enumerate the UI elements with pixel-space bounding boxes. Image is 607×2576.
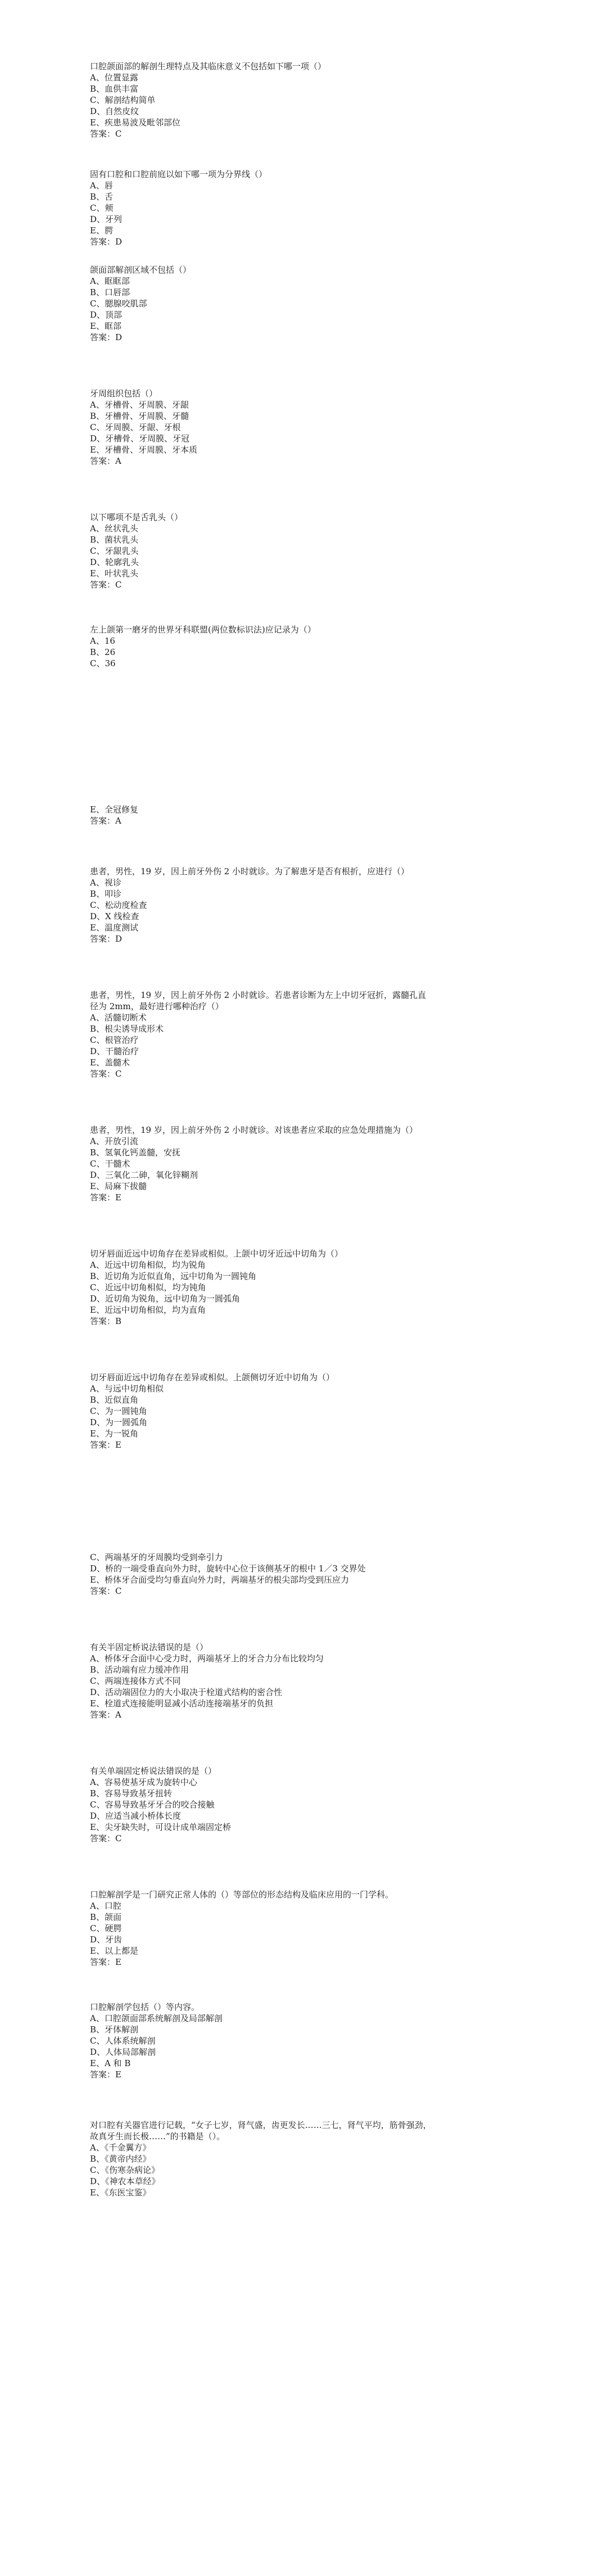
answer-option: C、两端基牙的牙周膜均受到牵引力 xyxy=(90,1552,223,1562)
answer-option: D、牙槽骨、牙周膜、牙冠 xyxy=(90,433,190,444)
question-block xyxy=(90,512,517,590)
answer-key: 答案：C xyxy=(90,129,122,139)
question-block xyxy=(90,989,517,1079)
answer-option: E、牙槽骨、牙周膜、牙本质 xyxy=(90,445,197,455)
question-block xyxy=(90,1765,517,1844)
answer-key: 答案：E xyxy=(90,1440,121,1450)
answer-option: E、眶部 xyxy=(90,321,121,331)
answer-option: B、近似直角 xyxy=(90,1395,139,1405)
answer-option: C、人体系统解剖 xyxy=(90,2036,156,2046)
answer-option: A、位置显露 xyxy=(90,73,138,83)
question-stem: 口腔解剖学是一门研究正常人体的（）等部位的形态结构及临床应用的一门学科。 xyxy=(90,1890,394,1900)
answer-option: B、口唇部 xyxy=(90,287,130,297)
answer-option: C、解剖结构简单 xyxy=(90,95,156,105)
answer-option: D、桥的一端受垂直向外力时，旋转中心位于该侧基牙的根中 1／3 交界处 xyxy=(90,1563,366,1574)
answer-option: D、活动端固位力的大小取决于栓道式结构的密合性 xyxy=(90,1687,283,1697)
answer-option: B、《黄帝内经》 xyxy=(90,2154,151,2164)
answer-option: C、牙周膜、牙龈、牙根 xyxy=(90,422,181,432)
answer-key: 答案：C xyxy=(90,1069,122,1079)
answer-option: D、三氧化二砷，氧化锌糊剂 xyxy=(90,1170,198,1180)
answer-option: A、牙槽骨、牙周膜、牙龈 xyxy=(90,400,189,410)
answer-key: 答案：A xyxy=(90,456,121,466)
answer-option: C、根管治疗 xyxy=(90,1035,139,1045)
answer-option: E、栓道式连接能明显减小活动连接端基牙的负担 xyxy=(90,1698,273,1709)
answer-option: D、X 线检查 xyxy=(90,911,139,921)
question-stem: 切牙唇面近远中切角存在差异或相似。上颌侧切牙近中切角为（） xyxy=(90,1372,335,1382)
answer-key: 答案：D xyxy=(90,237,123,247)
answer-option: D、人体局部解剖 xyxy=(90,2047,156,2057)
answer-option: A、活髓切断术 xyxy=(90,1013,147,1023)
answer-option: D、《神农本草经》 xyxy=(90,2176,160,2186)
answer-key: 答案：B xyxy=(90,1316,122,1326)
answer-option: B、菌状乳头 xyxy=(90,535,139,545)
question-stem: 切牙唇面近远中切角存在差异或相似。上颌中切牙近远中切角为（） xyxy=(90,1249,343,1259)
answer-option: E、盖髓术 xyxy=(90,1057,130,1068)
question-stem: 患者，男性，19 岁，因上前牙外伤 2 小时就诊。为了解患牙是否有根折，应进行（） xyxy=(90,866,409,876)
question-block xyxy=(90,1124,517,1203)
answer-option: A、视诊 xyxy=(90,878,121,888)
answer-option: C、容易导致基牙牙合的咬合接触 xyxy=(90,1800,215,1810)
answer-option: B、活动端有应力缓冲作用 xyxy=(90,1665,189,1675)
answer-option: E、以上都是 xyxy=(90,1946,138,1956)
answer-option: C、为一圆钝角 xyxy=(90,1406,147,1416)
answer-key: 答案：E xyxy=(90,1192,121,1203)
question-stem: 口腔解剖学包括（）等内容。 xyxy=(90,2002,200,2012)
question-stem: 以下哪项不是舌乳头（） xyxy=(90,512,183,522)
question-stem: 有关单端固定桥说法错误的是（） xyxy=(90,1766,217,1776)
question-block xyxy=(90,388,517,467)
answer-key: 答案：D xyxy=(90,934,123,944)
answer-option: A、口腔 xyxy=(90,1901,121,1911)
question-block xyxy=(90,1889,517,1968)
question-block xyxy=(90,624,517,669)
answer-option: E、A 和 B xyxy=(90,2058,131,2068)
answer-key: 答案：A xyxy=(90,816,121,826)
answer-option: D、轮廓乳头 xyxy=(90,557,139,567)
answer-option: E、局麻下拔髓 xyxy=(90,1181,147,1191)
answer-option: D、牙列 xyxy=(90,214,123,224)
answer-option: B、26 xyxy=(90,647,116,657)
question-stem: 故真牙生而长极……”的书籍是（）。 xyxy=(90,2131,225,2141)
answer-option: B、叩诊 xyxy=(90,889,122,899)
answer-key: 答案：E xyxy=(90,1957,121,1967)
answer-option: E、《东医宝鉴》 xyxy=(90,2188,151,2198)
answer-option: D、顶部 xyxy=(90,310,123,320)
question-block xyxy=(90,1248,517,1327)
answer-option: E、腭 xyxy=(90,225,113,236)
question-stem: 颌面部解剖区域不包括（） xyxy=(90,265,192,275)
answer-option: A、开放引流 xyxy=(90,1136,138,1146)
question-block xyxy=(90,1642,517,1720)
answer-option: E、近远中切角相似，均为直角 xyxy=(90,1305,206,1315)
answer-option: A、近远中切角相似，均为锐角 xyxy=(90,1260,206,1270)
answer-option: E、为一锐角 xyxy=(90,1429,138,1439)
answer-option: C、硬腭 xyxy=(90,1923,122,1933)
question-stem: 有关半固定桥说法错误的是（） xyxy=(90,1642,209,1652)
question-stem: 牙周组织包括（） xyxy=(90,388,158,399)
answer-option: C、颊 xyxy=(90,203,114,213)
answer-option: A、容易使基牙成为旋转中心 xyxy=(90,1777,197,1787)
question-block xyxy=(90,1372,517,1450)
question-stem: 患者，男性，19 岁，因上前牙外伤 2 小时就诊。若患者诊断为左上中切牙冠折，露髓孔直 xyxy=(90,990,426,1000)
answer-option: A、唇 xyxy=(90,180,113,191)
answer-key: 答案：C xyxy=(90,1586,122,1596)
answer-option: D、自然皮纹 xyxy=(90,106,139,116)
answer-key: 答案：E xyxy=(90,2069,121,2080)
question-stem: 左上颌第一磨牙的世界牙科联盟(两位数标识法)应记录为（） xyxy=(90,625,316,635)
question-block xyxy=(90,2119,517,2198)
answer-option: D、牙齿 xyxy=(90,1935,123,1945)
answer-option: B、根尖诱导成形术 xyxy=(90,1024,164,1034)
answer-option: A、丝状乳头 xyxy=(90,523,138,534)
answer-option: C、36 xyxy=(90,658,116,668)
answer-key: 答案：A xyxy=(90,1710,121,1720)
answer-option: E、叶状乳头 xyxy=(90,568,138,579)
answer-key: 答案：C xyxy=(90,580,122,590)
answer-option: E、桥体牙合面受均匀垂直向外力时，两端基牙的根尖部均受到压应力 xyxy=(90,1575,349,1585)
answer-key: 答案：D xyxy=(90,332,123,342)
answer-option: C、近远中切角相似，均为钝角 xyxy=(90,1282,206,1292)
answer-option: C、两端连接体方式不同 xyxy=(90,1676,181,1686)
answer-option: B、近切角为近似直角，远中切角为一圆钝角 xyxy=(90,1271,257,1281)
answer-option: B、颌面 xyxy=(90,1912,122,1922)
answer-option: E、尖牙缺失时，可设计成单端固定桥 xyxy=(90,1822,231,1832)
question-stem: 径为 2mm，最好进行哪种治疗（） xyxy=(90,1001,224,1011)
question-block xyxy=(90,804,517,826)
answer-option: E、全冠修复 xyxy=(90,805,138,815)
answer-option: E、温度测试 xyxy=(90,923,138,933)
answer-option: A、《千金翼方》 xyxy=(90,2143,151,2153)
answer-option: B、血供丰富 xyxy=(90,84,139,94)
answer-option: A、16 xyxy=(90,636,115,646)
answer-key: 答案：C xyxy=(90,1833,122,1843)
question-stem: 对口腔有关器官进行记载，“女子七岁，肾气盛，齿更发长……三七，肾气平均，筋骨强劲， xyxy=(90,2120,432,2130)
answer-option: C、松动度检查 xyxy=(90,900,147,910)
answer-option: B、牙槽骨、牙周膜、牙髓 xyxy=(90,411,189,421)
answer-option: D、近切角为锐角，远中切角为一圆弧角 xyxy=(90,1294,241,1304)
answer-option: D、为一圆弧角 xyxy=(90,1417,148,1427)
answer-option: A、眶眶部 xyxy=(90,276,130,286)
answer-option: C、牙龈乳头 xyxy=(90,546,139,556)
question-block xyxy=(90,866,517,944)
answer-option: B、容易导致基牙扭转 xyxy=(90,1788,173,1798)
answer-option: C、腮腺咬肌部 xyxy=(90,299,147,309)
answer-option: A、与远中切角相似 xyxy=(90,1384,164,1394)
answer-option: D、干髓治疗 xyxy=(90,1046,139,1056)
question-block xyxy=(90,61,517,139)
question-stem: 固有口腔和口腔前庭以如下哪一项为分界线（） xyxy=(90,169,268,179)
question-block xyxy=(90,1552,517,1597)
question-stem: 口腔颌面部的解剖生理特点及其临床意义不包括如下哪一项（） xyxy=(90,61,327,71)
answer-option: A、桥体牙合面中心受力时，两端基牙上的牙合力分布比较均匀 xyxy=(90,1653,324,1664)
question-block xyxy=(90,169,517,247)
question-block xyxy=(90,2001,517,2080)
question-block xyxy=(90,264,517,343)
answer-option: D、应适当减小桥体长度 xyxy=(90,1811,182,1821)
answer-option: A、口腔颌面部系统解剖及局部解剖 xyxy=(90,2013,223,2023)
answer-option: C、《伤寒杂病论》 xyxy=(90,2165,160,2175)
question-stem: 患者，男性，19 岁，因上前牙外伤 2 小时就诊。对该患者应采取的应急处理措施为（） xyxy=(90,1125,418,1135)
answer-option: C、干髓术 xyxy=(90,1159,130,1169)
answer-option: B、氢氧化钙盖髓，安抚 xyxy=(90,1147,181,1158)
answer-option: B、牙体解剖 xyxy=(90,2024,139,2035)
answer-option: E、疾患易波及毗邻部位 xyxy=(90,117,180,128)
answer-option: B、舌 xyxy=(90,192,114,202)
